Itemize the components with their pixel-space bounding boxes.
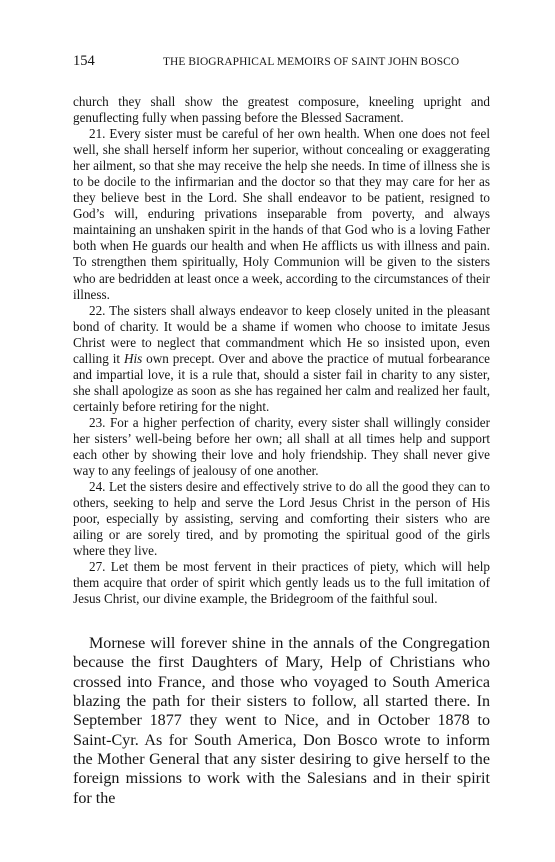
rule-quotation: [73, 94, 490, 608]
quote-paragraph: 24. Let the sisters desire and effectively strive to do all the good they can to others, seeking to help and serve the Lord Jesus Christ in the person of His poor, especially by assisting, serving and comforting their sisters who are ailing or are sorely tired, and by promoting the spiritual good of the girls where they live.: [73, 479, 490, 559]
page-header: [73, 53, 491, 70]
emphasis: His: [123, 350, 143, 366]
quote-paragraph: church they shall show the greatest composure, kneeling upright and genuflecting fully when passing before the Blessed Sacrament.: [73, 94, 490, 126]
page-number: 154: [73, 53, 95, 69]
body-paragraph: Mornese will forever shine in the annals of the Congregation because the first Daughters of Mary, Help of Christians who crossed into France, and those who voyaged to South America blazing the path for their sisters to follow, all started there. In September 1877 they went to Nice, and in October 1878 to Saint-Cyr. As for South America, Don Bosco wrote to inform the Mother General that any sister desiring to give herself to the foreign missions to work with the Salesians and in their spirit for the: [73, 635, 490, 807]
quote-paragraph: 27. Let them be most fervent in their practices of piety, which will help them acquire that order of spirit which gently leads us to the full imitation of Jesus Christ, our divine example, the Bridegroom of the faithful soul.: [73, 559, 490, 607]
quote-paragraph: 21. Every sister must be careful of her own health. When one does not feel well, she shall herself inform her superior, without concealing or exaggerating her ailment, so that she may receive the help she needs. In time of illness she is to be docile to the infirmarian and the doctor so that they may care for her as they believe best in the Lord. She shall endeavor to be patient, resigned to God’s will, enduring privations inseparable from poverty, and always maintaining an unshaken spirit in the hands of that God who is a loving Father both when He guards our health and when He afflicts us with illness and pain. To strengthen them spiritually, Holy Communion will be given to the sisters who are bedridden at least once a week, according to the circumstances of their illness.: [73, 126, 490, 302]
quote-paragraph: 22. The sisters shall always endeavor to keep closely united in the pleasant bond of charity. It would be a shame if women who choose to imitate Jesus Christ were to neglect that commandment which He so insisted upon, even calling it His own precept. Over and above the practice of mutual forbearance and impartial love, it is a rule that, should a sister fail in charity to any sister, she shall apologize as soon as she has regained her calm and realized her fault, certainly before retiring for the night.: [73, 302, 490, 414]
quote-paragraph: 23. For a higher perfection of charity, every sister shall willingly consider her sisters’ well-being before her own; all shall at all times help and support each other by showing their love and holy friendship. They shall never give way to any feelings of jealousy of one another.: [73, 414, 490, 479]
body-text: [73, 634, 490, 808]
running-head: THE BIOGRAPHICAL MEMOIRS OF SAINT JOHN BOSCO: [163, 56, 460, 68]
